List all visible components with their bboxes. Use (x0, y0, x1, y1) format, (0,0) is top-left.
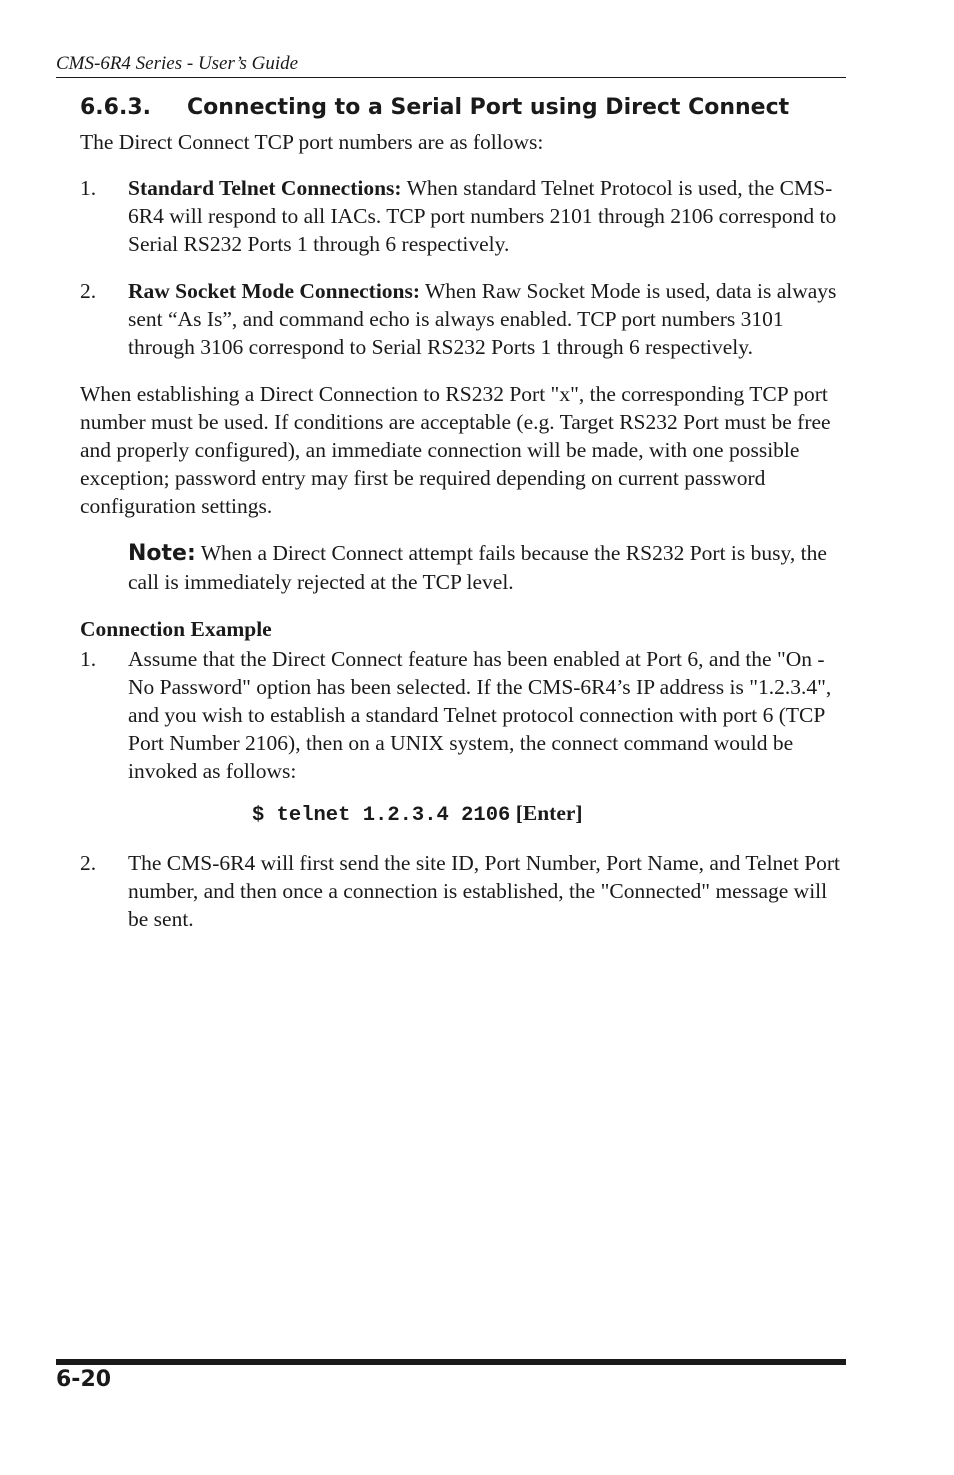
example-item-text: Assume that the Direct Connect feature has been enabled at Port 6, and the "On - No Password" option has been selected. If the CMS-6R4’s IP address is "1.2.3.4", and you wish to establish a standard Telnet protocol connection with port 6 (TCP Port Number 2106), then on a UNIX system, the connect command would be invoked as follows: (128, 647, 832, 783)
example-item (80, 645, 850, 785)
example-item (80, 849, 850, 933)
section-number: 6.6.3. (80, 95, 151, 120)
intro-text: The Direct Connect TCP port numbers are as follows: (80, 130, 544, 154)
running-header: CMS-6R4 Series - User’s Guide (56, 52, 846, 78)
command-line (80, 799, 850, 830)
page-number: 6-20 (56, 1367, 112, 1392)
note-text: When a Direct Connect attempt fails because the RS232 Port is busy, the call is immediately rejected at the TCP level. (128, 541, 827, 594)
note-block (80, 539, 850, 596)
list-number: 1. (80, 647, 97, 671)
list-number: 2. (80, 851, 97, 875)
section-title (80, 94, 870, 122)
list-item-text: When Raw Socket Mode is used, data is always sent “As Is”, and command echo is always enabled. TCP port numbers 3101 through 3106 correspond to Serial RS232 Ports 1 through 6 respectively. (128, 279, 837, 359)
example-item-text: The CMS-6R4 will first send the site ID, Port Number, Port Name, and Telnet Port number, and then once a connection is established, the "Connected" message will be sent. (128, 851, 841, 931)
section-body (80, 128, 850, 933)
note-label: Note: (128, 541, 196, 566)
body-paragraph: When establishing a Direct Connection to RS232 Port "x", the corresponding TCP port number must be used. If conditions are acceptable (e.g. Target RS232 Port must be free and properly configured), an immediate connection will be made, with one possible exception; password entry may first be required depending on current password configuration settings. (80, 382, 831, 518)
command-key: [Enter] (515, 801, 583, 825)
command-code: $ telnet 1.2.3.4 2106 (252, 804, 511, 827)
list-item-label: Standard Telnet Connections: (128, 176, 402, 200)
section-title-text: Connecting to a Serial Port using Direct Connect (187, 95, 790, 120)
list-number: 2. (80, 279, 97, 303)
list-item (80, 174, 850, 258)
list-item (80, 277, 850, 361)
list-item-label: Raw Socket Mode Connections: (128, 279, 421, 303)
list-item-text: When standard Telnet Protocol is used, the CMS-6R4 will respond to all IACs. TCP port numbers 2101 through 2106 correspond to Serial RS232 Ports 1 through 6 respectively. (128, 176, 837, 256)
example-heading: Connection Example (80, 617, 272, 641)
list-number: 1. (80, 176, 97, 200)
footer-rule (56, 1359, 846, 1365)
